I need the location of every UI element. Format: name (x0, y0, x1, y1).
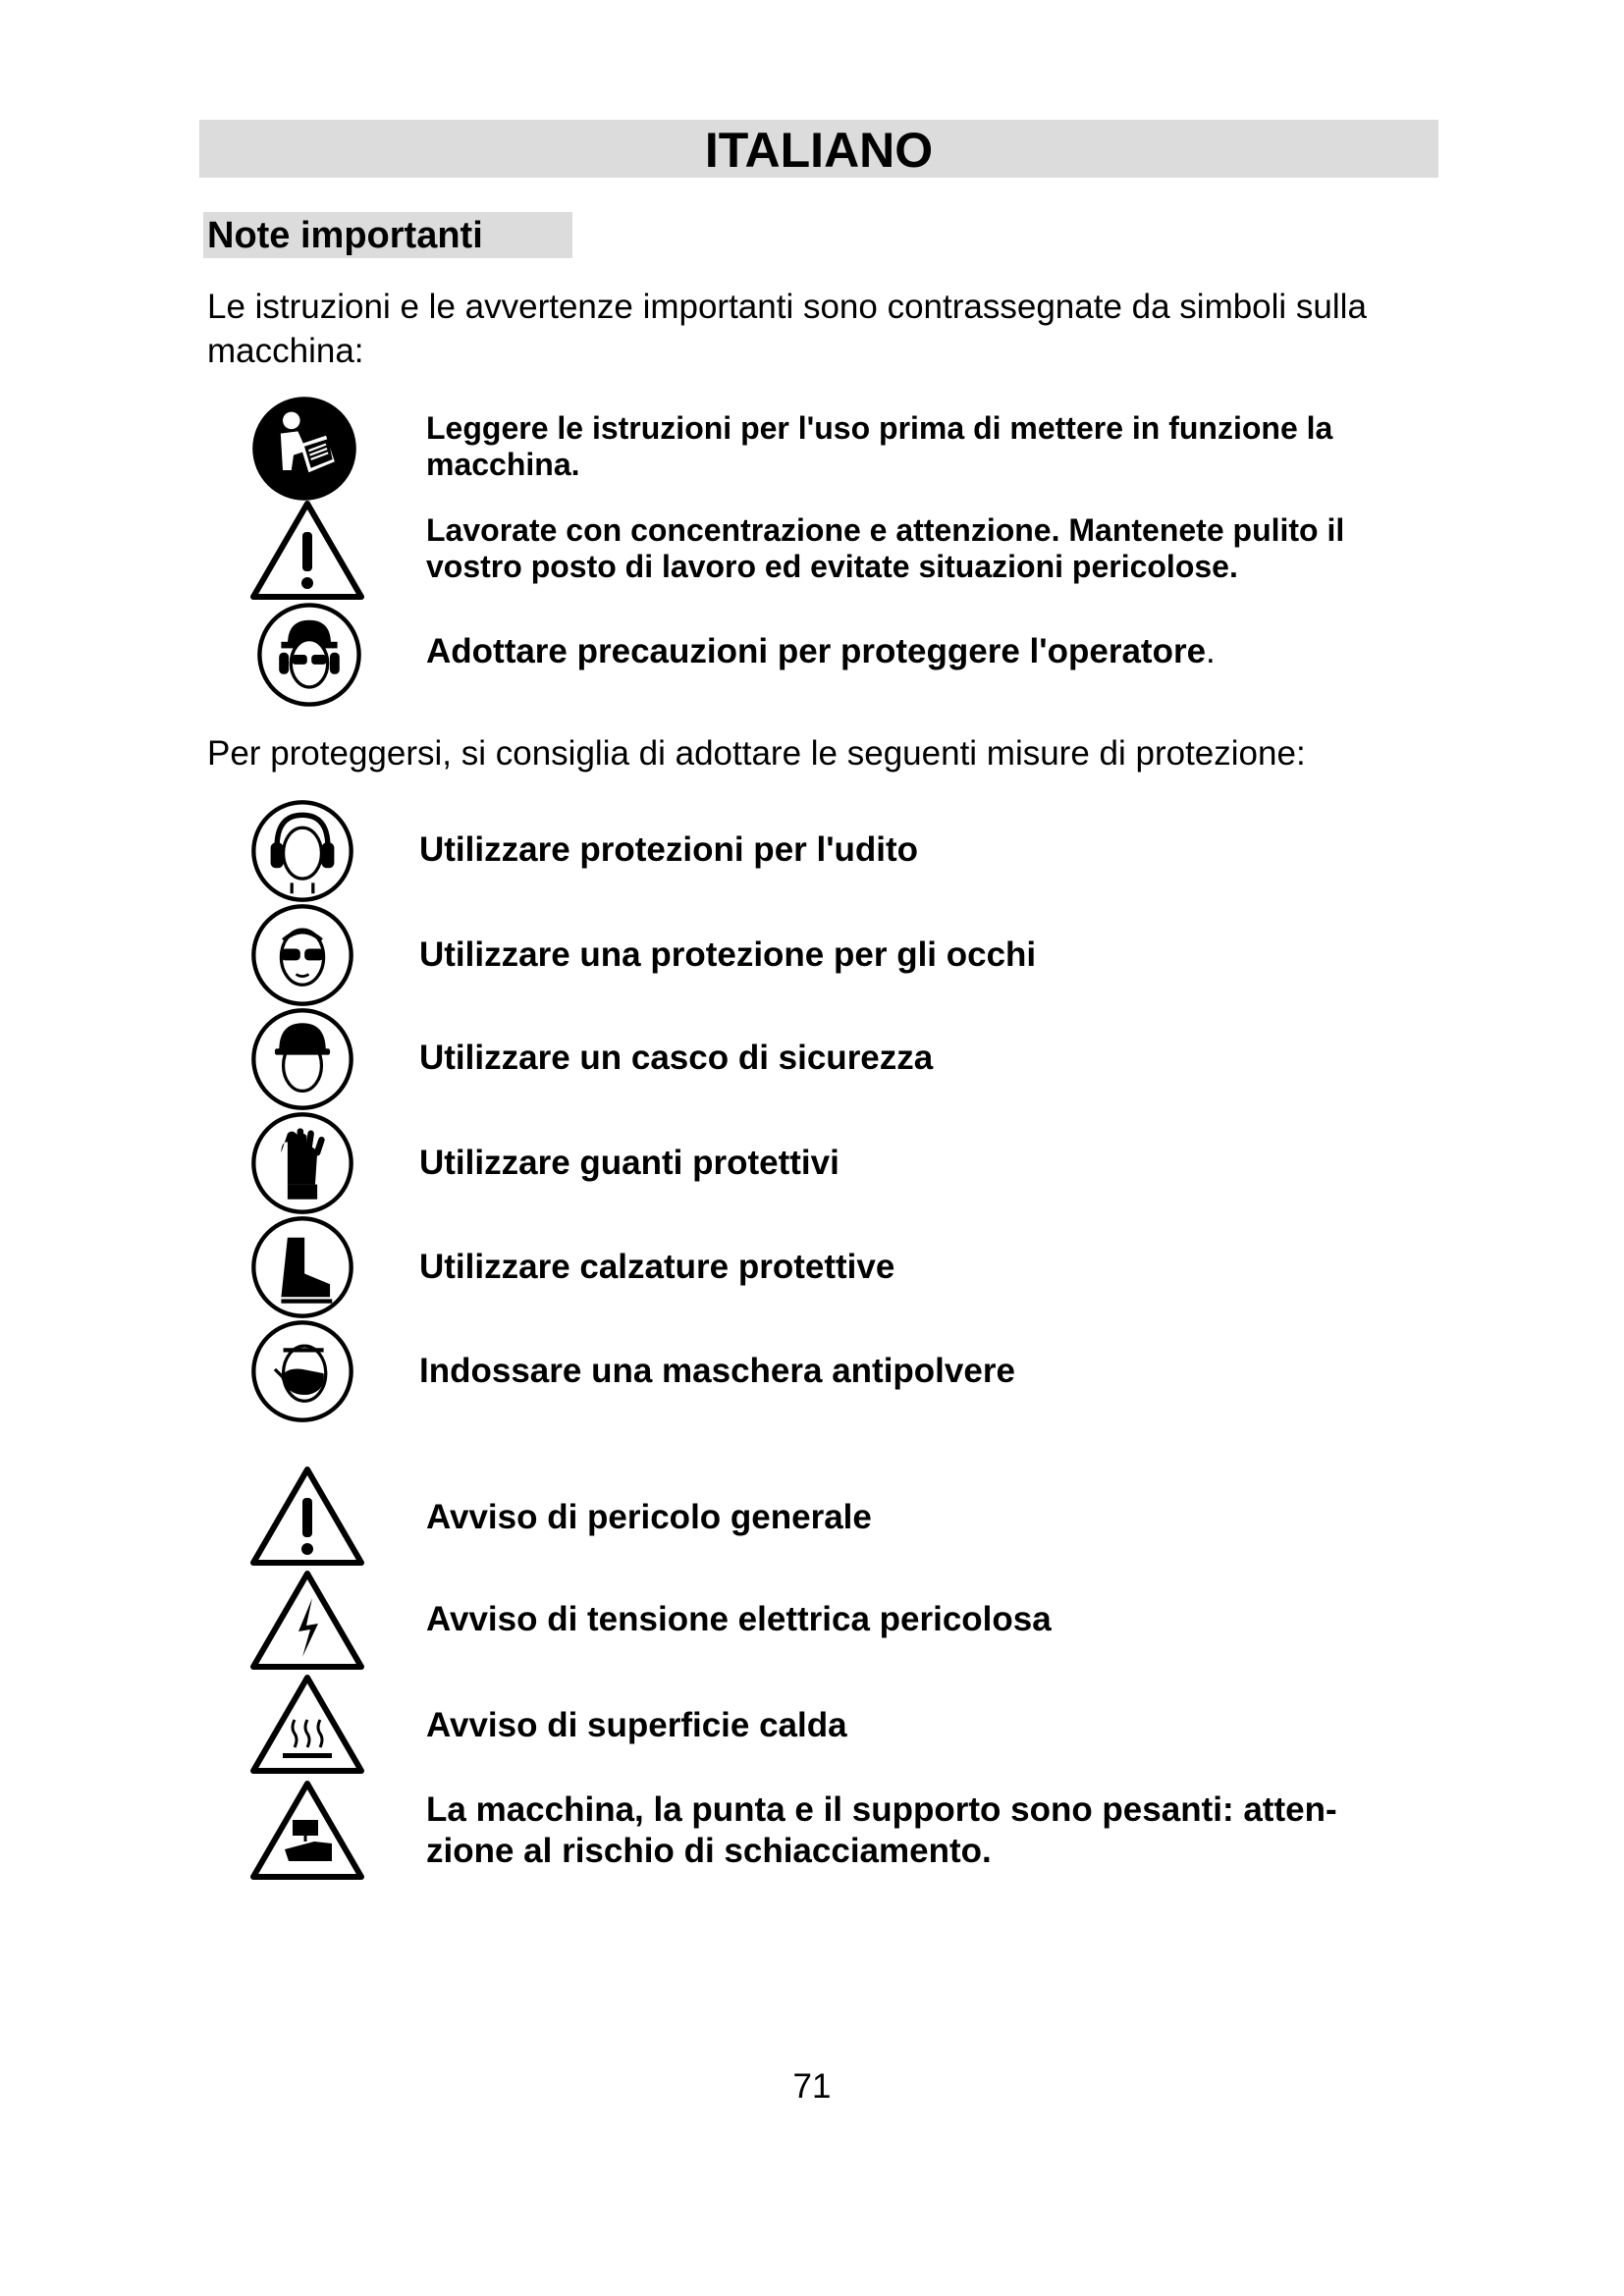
protection-item-text: Utilizzare un casco di sicurezza (419, 1039, 934, 1077)
protection-item-text: Utilizzare guanti protettivi (419, 1144, 839, 1182)
crush-hazard-icon (249, 1779, 365, 1881)
electric-voltage-icon (249, 1569, 365, 1671)
protective-gloves-icon (249, 1110, 355, 1216)
intro-paragraph: Le istruzioni e le avvertenze importanti sono contrassegnate da simboli sulla macchina: (207, 288, 1367, 370)
safety-boots-icon (249, 1214, 355, 1320)
warning-text: Avviso di pericolo generale (426, 1498, 872, 1536)
ear-protection-icon (249, 798, 355, 904)
warning-text: La macchina, la punta e il supporto sono pesanti: atten- zione al rischio di schiacciamento. (426, 1790, 1337, 1870)
protection-item-text: Utilizzare una protezione per gli occhi (419, 935, 1037, 974)
general-danger-icon (249, 1465, 365, 1567)
read-manual-icon (249, 395, 359, 503)
machine-symbol-text: Lavorate con concentrazione e attenzione. Mantenete pulito il vostro posto di lavoro ed evitate situazioni pericolose. (426, 512, 1345, 584)
machine-symbol-text: Adottare precauzioni per proteggere l'operatore. (426, 632, 1216, 670)
protection-item-text: Utilizzare calzature protettive (419, 1248, 895, 1286)
page-title-banner: ITALIANO (199, 120, 1438, 178)
eye-protection-icon (249, 902, 355, 1008)
operator-protection-icon (254, 601, 364, 709)
hot-surface-icon (249, 1673, 365, 1775)
warning-text: Avviso di tensione elettrica pericolosa (426, 1600, 1052, 1638)
warning-text: Avviso di superficie calda (426, 1706, 847, 1744)
protection-intro-paragraph: Per proteggersi, si consiglia di adottare le seguenti misure di protezione: (207, 734, 1306, 773)
protection-item-text: Indossare una maschera antipolvere (419, 1352, 1015, 1390)
machine-symbol-text: Leggere le istruzioni per l'uso prima di mettere in funzione la macchina. (426, 410, 1333, 482)
section-heading: Note importanti (203, 212, 572, 258)
page-number: 71 (792, 2067, 832, 2106)
dust-mask-icon (249, 1318, 355, 1424)
protection-item-text: Utilizzare protezioni per l'udito (419, 830, 919, 869)
safety-helmet-icon (249, 1006, 355, 1112)
warning-exclamation-icon (249, 499, 365, 601)
